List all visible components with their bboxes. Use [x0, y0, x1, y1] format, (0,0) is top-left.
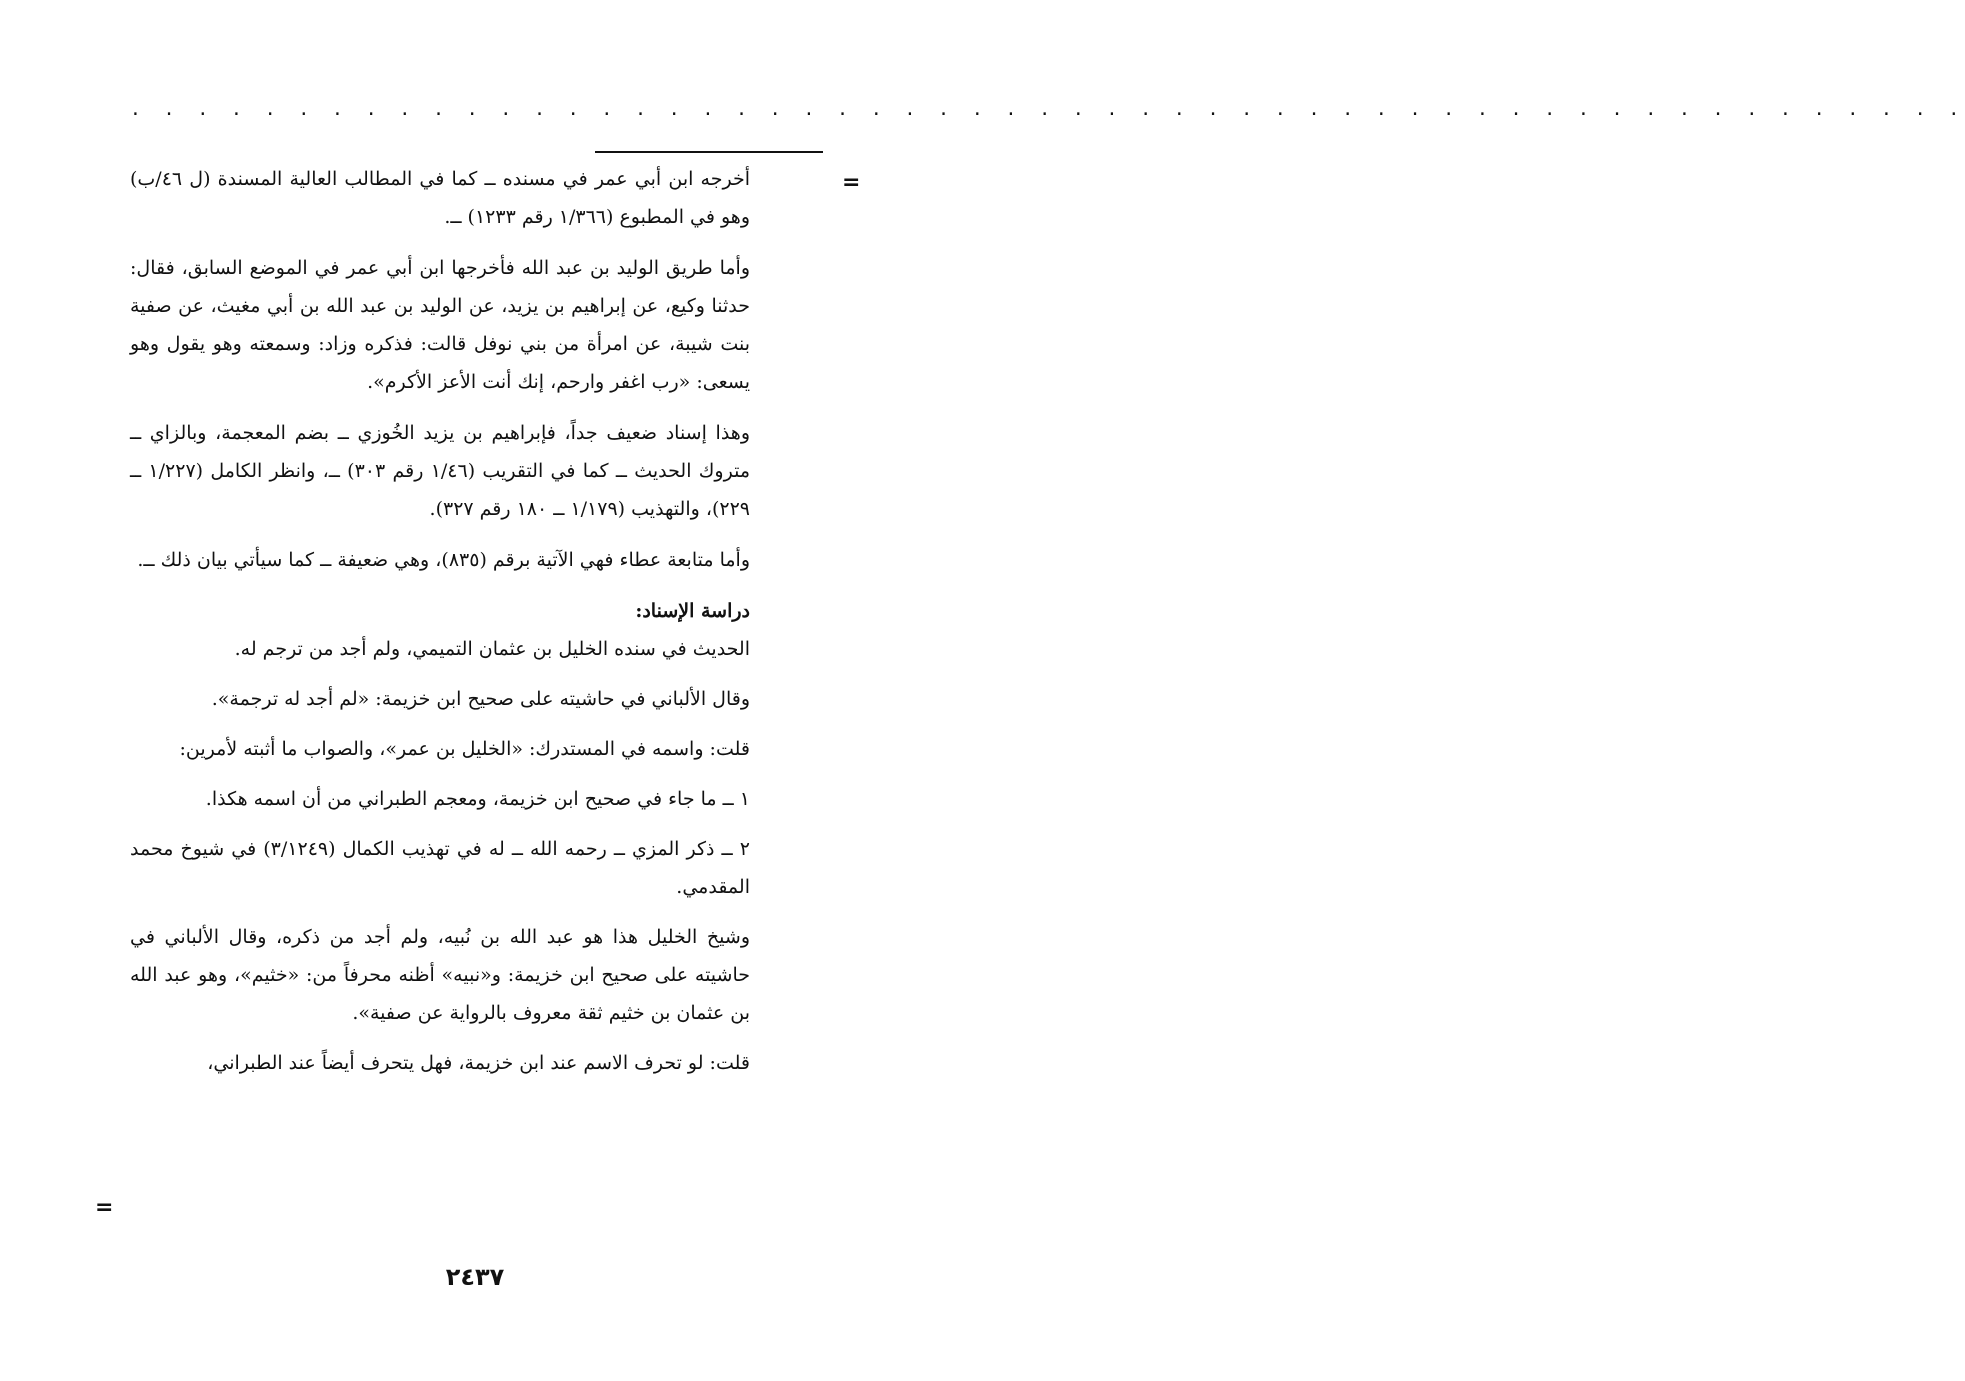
- paragraph-walid-route: وأما طريق الوليد بن عبد الله فأخرجها ابن أبي عمر في الموضع السابق، فقال: حدثنا وكيع، عن إبراهيم بن يزيد، عن الوليد بن عبد الله بن أبي مغيث، عن صفية بنت شيبة، عن امرأة من بني نوفل قالت: فذكره وزاد: وسمعته وهو يقول وهو يسعى: «رب اغفر وارحم، إنك أنت الأعز الأكرم».: [130, 257, 750, 393]
- continuation-mark-bottom: =: [95, 1195, 114, 1220]
- paragraph-takhrij: أخرجه ابن أبي عمر في مسنده ــ كما في المطالب العالية المسندة (ل ٤٦/ب) وهو في المطبوع (١/٣٦٦ رقم ١٢٣٣) ــ.: [130, 168, 750, 228]
- page-number: ٢٤٣٧: [445, 1263, 505, 1291]
- paragraph-ata-follow: وأما متابعة عطاء فهي الآتية برقم (٨٣٥)، وهي ضعيفة ــ كما سيأتي بيان ذلك ــ.: [137, 549, 750, 571]
- study-line: قلت: واسمه في المستدرك: «الخليل بن عمر»، والصواب ما أثبته لأمرين:: [179, 738, 750, 760]
- study-line: وقال الألباني في حاشيته على صحيح ابن خزيمة: «لم أجد له ترجمة».: [211, 688, 750, 710]
- study-paragraph: وشيخ الخليل هذا هو عبد الله بن نُبيه، ولم أجد من ذكره، وقال الألباني في حاشيته على صحيح ابن خزيمة: و«نبيه» أظنه محرفاً من: «خثيم»، وهو عبد الله بن عثمان بن خثيم ثقة معروف بالرواية عن صفية».: [130, 926, 750, 1024]
- page-body: [130, 160, 750, 1094]
- study-line-numbered: ١ ــ ما جاء في صحيح ابن خزيمة، ومعجم الطبراني من أن اسمه هكذا.: [205, 788, 750, 810]
- footnote-rule: [595, 151, 823, 153]
- paragraph-isnad-weak: وهذا إسناد ضعيف جداً، فإبراهيم بن يزيد الخُوزي ــ بضم المعجمة، وبالزاي ــ متروك الحديث ــ كما في التقريب (١/٤٦ رقم ٣٠٣) ــ، وانظر الكامل (١/٢٢٧ ــ ٢٢٩)، والتهذيب (١/١٧٩ ــ ١٨٠ رقم ٣٢٧).: [130, 422, 750, 520]
- section-heading: دراسة الإسناد:: [635, 600, 750, 622]
- study-line-numbered: ٢ ــ ذكر المزي ــ رحمه الله ــ له في تهذيب الكمال (٣/١٢٤٩) في شيوخ محمد المقدمي.: [130, 838, 750, 898]
- study-line: قلت: لو تحرف الاسم عند ابن خزيمة، فهل يتحرف أيضاً عند الطبراني،: [207, 1052, 750, 1074]
- continuation-mark-top: =: [842, 170, 861, 195]
- study-line: الحديث في سنده الخليل بن عثمان التميمي، ولم أجد من ترجم له.: [234, 638, 750, 660]
- dotted-separator: . . . . . . . . . . . . . . . . . . . . . . . . . . . . . . . . . . . . . . . . . . . . . . . . . . . . . . .: [130, 99, 1965, 120]
